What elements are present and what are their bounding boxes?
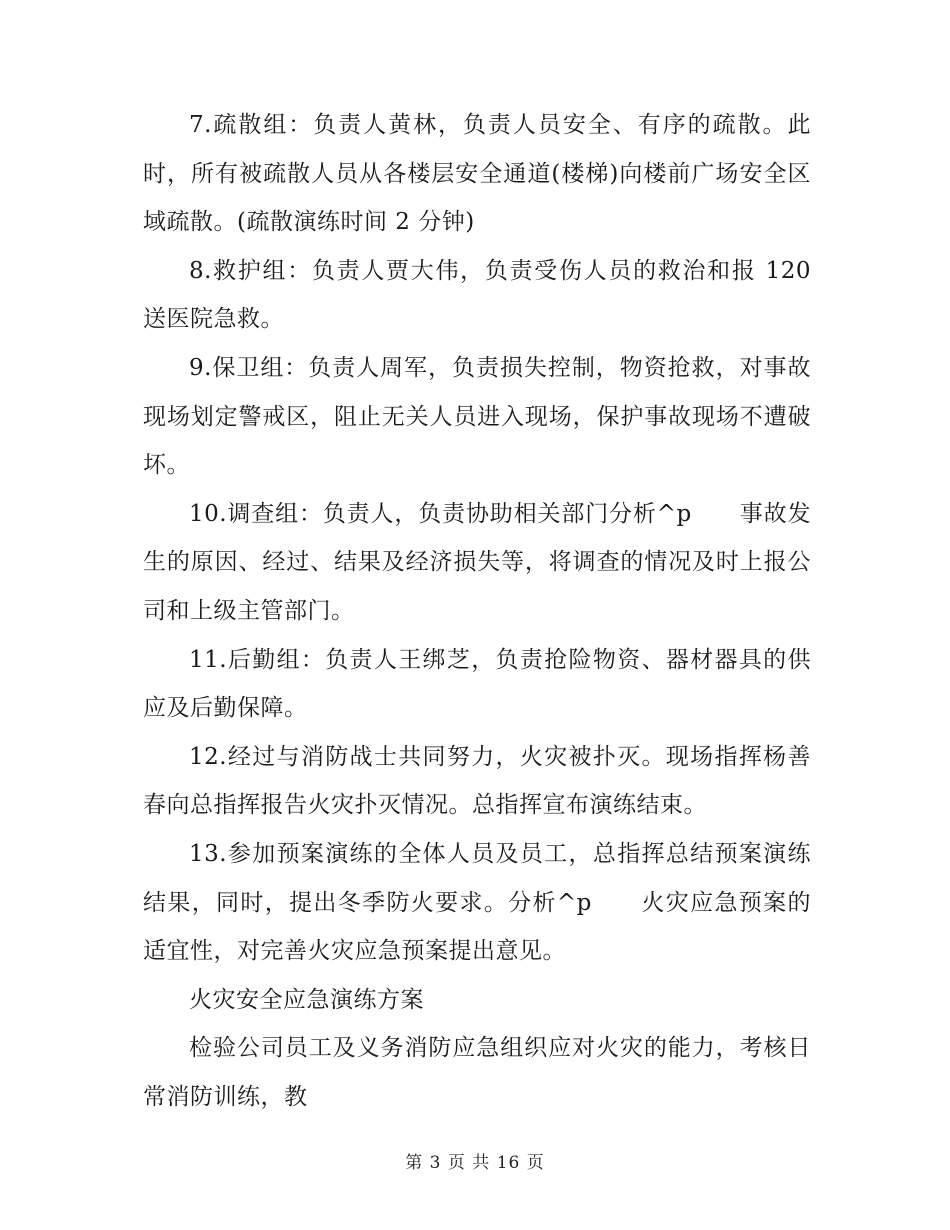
paragraph-security-group: 9.保卫组：负责人周军，负责损失控制，物资抢救，对事故现场划定警戒区，阻止无关人员进入现场，保护事故现场不遭破坏。 [143,354,811,479]
paragraph-drill-summary: 13.参加预案演练的全体人员及员工，总指挥总结预案演练结果，同时，提出冬季防火要求。分析^p 火灾应急预案的适宜性，对完善火灾应急预案提出意见。 [143,840,811,965]
paragraph-rescue-group: 8.救护组：负责人贾大伟，负责受伤人员的救治和报 120 送医院急救。 [143,257,811,333]
page-number-footer: 第 3 页 共 16 页 [405,1153,545,1173]
paragraph-logistics-group: 11.后勤组：负责人王绑芝，负责抢险物资、器材器具的供应及后勤保障。 [143,646,811,722]
paragraph-fire-extinguished: 12.经过与消防战士共同努力，火灾被扑灭。现场指挥杨善春向总指挥报告火灾扑灭情况。总指挥宣布演练结束。 [143,743,811,819]
paragraph-evacuation-group: 7.疏散组：负责人黄林，负责人员安全、有序的疏散。此时，所有被疏散人员从各楼层安全通道(楼梯)向楼前广场安全区域疏散。(疏散演练时间 2 分钟) [143,112,811,236]
section-heading: 火灾安全应急演练方案 [189,986,424,1013]
document-body [143,101,811,1121]
paragraph-investigation-group: 10.调查组：负责人，负责协助相关部门分析^p 事故发生的原因、经过、结果及经济损失等，将调查的情况及时上报公司和上级主管部门。 [143,500,811,624]
paragraph-drill-purpose: 检验公司员工及义务消防应急组织应对火灾的能力，考核日常消防训练，教 [143,1035,811,1110]
